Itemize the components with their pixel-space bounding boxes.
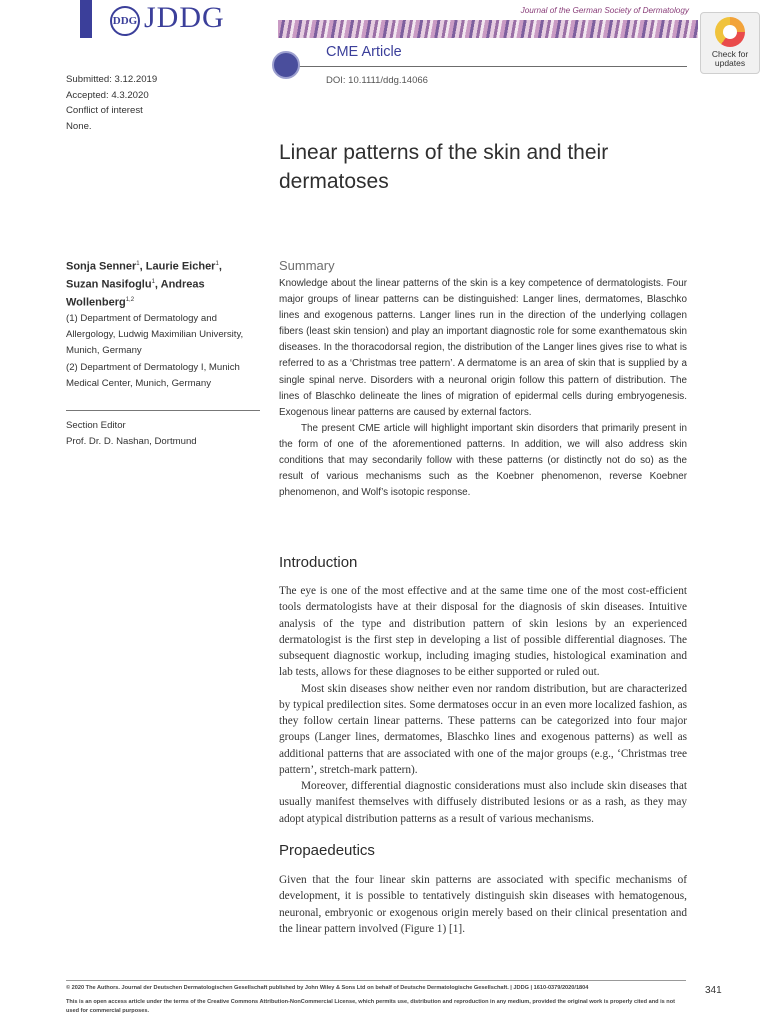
check-for-updates-button[interactable] [700,12,760,74]
affiliation-1: (1) Department of Dermatology and Allergology, Ludwig Maximilian University, Munich, Germany [66,313,244,357]
section-editor-name: Prof. Dr. D. Nashan, Dortmund [66,435,197,447]
summary-paragraph: Knowledge about the linear patterns of the skin is a key competence of dermatologists. Four major groups of linear patterns can be distinguished: Langer lines, dermatomes, Blaschko lines and exogenous patterns. Langer lines run in the direction of the underlying collagen fibers (least skin tension) and play an important diagnostic role for some exanthematous skin diseases. In the thoracodorsal region, the distribution of the Langer lines gives rise to what is referred to as a ‘Christmas tree pattern’. A dermatome is an area of skin that is supplied by a single spinal nerve. Disorders with a neuronal origin follow this pattern of distribution. The lines of Blaschko delineate the lines of migration of epidermal cells during embryogenesis. Exogenous linear patterns are caused by external factors. [279,278,687,418]
author-name: Sonja Senner [66,260,137,273]
body-paragraph: The eye is one of the most effective and at the same time one of the most cost-efficient tools dermatologists have at their disposal for the diagnosis of skin diseases. Intuitive analysis of the type and distribution pattern of skin lesions by an experienced dermatologist is the first step in developing a list of possible differential diagnoses. The subsequent diagnostic workup, including imaging studies, histological examination and lab tests, allows for these diagnoses to be either supported or ruled out. [279,585,687,679]
author-name: Laurie Eicher [145,260,216,273]
histology-banner-image [278,20,698,38]
journal-name: Journal of the German Society of Dermatology [520,6,689,15]
journal-logo: JDDG [144,1,225,34]
article-title: Linear patterns of the skin and their dermatoses [279,141,609,193]
license-note: This is an open access article under the terms of the Creative Commons Attribution-NonCommercial License, which permits use, distribution and reproduction in any medium, provided the original work is properly cited and is not used for commercial purposes. [66,999,675,1014]
summary-heading: Summary [279,258,335,273]
header-divider [286,66,687,67]
body-paragraph: Most skin diseases show neither even nor random distribution, but are characterized by typical predilection sites. Some dermatoses occur in an even more localized fashion, as they follow certain linear patterns. These patterns can be categorized into four major groups (Langer lines, dermatomes, Blaschko lines and exogenous patterns) as well as additional patterns that are associated with one of the major groups (e.g., ‘Christmas tree pattern’, stretch-mark pattern). [279,682,687,776]
section-circle-marker [272,51,300,79]
introduction-text [279,583,687,827]
section-editor-label: Section Editor [66,420,126,431]
left-column-divider [66,410,260,411]
footer-divider [66,980,686,981]
article-type: CME Article [326,44,402,60]
logo-bar [80,0,92,38]
ddg-logo-icon: DDG [110,6,140,36]
summary-text [279,276,687,501]
author-list: Sonja Senner$^1$, Laurie Eicher$^1$, Suzan Nasifoglu$^1$, Andreas Wollenberg$^{1,2}$ [66,260,222,309]
author-name: Suzan Nasifoglu [66,278,152,291]
check-for-updates-icon [715,17,745,47]
page-number: 341 [705,985,722,996]
accepted-date: Accepted: 4.3.2020 [66,89,149,101]
submission-meta [66,72,157,134]
affiliations [66,311,266,392]
author-name: Andreas Wollenberg [66,278,205,309]
summary-paragraph: The present CME article will highlight important skin disorders that primarily present in the form of one of the aforementioned patterns. In addition, we will also address skin conditions that may secondarily follow with these patterns (or distinctly not do so) as the result of various mechanisms such as the Koebner phenomenon, reverse Koebner phenomenon, and Wolf’s isotopic response. [279,422,687,499]
submitted-date: Submitted: 3.12.2019 [66,74,158,85]
conflict-of-interest-label: Conflict of interest [66,105,143,117]
body-paragraph: Moreover, differential diagnostic considerations must also include skin diseases that usually manifest themselves with diffusely distributed lesions or as a rash, as they may adopt atypical distribution patterns as a result of various mechanisms. [279,780,687,825]
copyright-line: © 2020 The Authors. Journal der Deutschen Dermatologischen Gesellschaft published by John Wiley & Sons Ltd on behalf of Deutsche Dermatologische Gesellschaft. | JDDG | 1610-0379/2020/1804 [66,985,589,991]
doi-link[interactable]: DOI: 10.1111/ddg.14066 [326,75,428,86]
section-editor [66,418,197,449]
propaedeutics-text [279,872,687,937]
check-for-updates-label: Check for updates [711,49,749,68]
affiliation-2: (2) Department of Dermatology I, Munich Medical Center, Munich, Germany [66,361,240,389]
introduction-heading: Introduction [279,554,358,571]
body-paragraph: Given that the four linear skin patterns are associated with specific mechanisms of development, it is possible to tentatively distinguish skin diseases with hematogenous, neuronal, embryonic or exogenous origin merely based on their clinical presentation and the linear pattern involved (Figure 1) [1]. [279,874,687,935]
conflict-of-interest-value: None. [66,120,92,132]
propaedeutics-heading: Propaedeutics [279,842,375,859]
